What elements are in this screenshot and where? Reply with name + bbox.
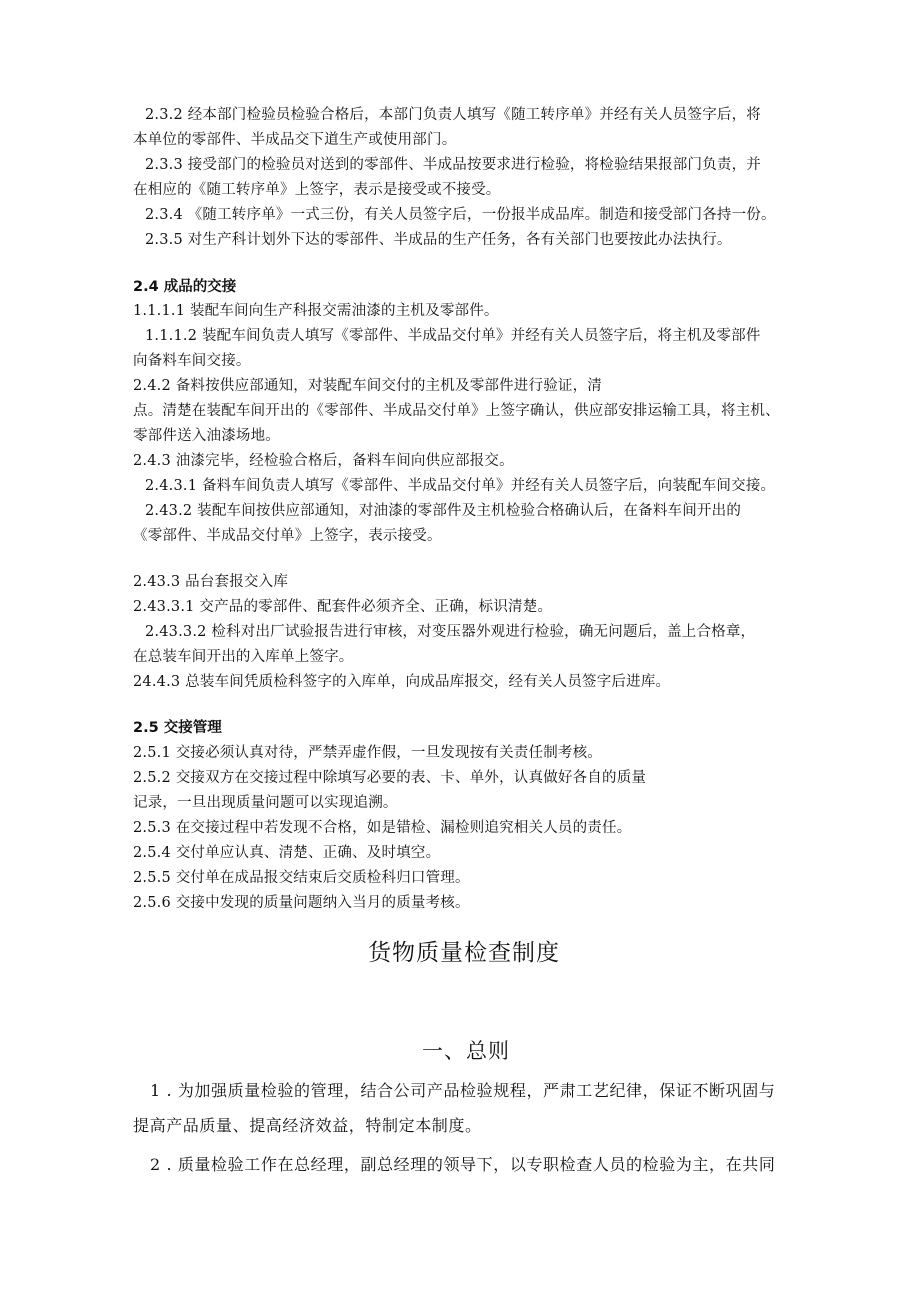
para-2-3-3-line2: 在相应的《随工转序单》上签字，表示是接受或不接受。 <box>133 182 501 198</box>
para-2-3-3-line1: 2.3.3 接受部门的检验员对送到的零部件、半成品按要求进行检验，将检验结果报部门负责，并 <box>145 157 761 173</box>
para-2-5-2-line2: 记录，一旦出现质量问题可以实现追溯。 <box>133 795 398 811</box>
para-2-4-2-line2: 点。清楚在装配车间开出的《零部件、半成品交付单》上签字确认，供应部安排运输工具，将主机、 <box>133 403 780 419</box>
article-1-line1: 1 . 为加强质量检验的管理，结合公司产品检验规程，严肃工艺纪律，保证不断巩固与 <box>150 1081 776 1100</box>
article-2-line1: 2 . 质量检验工作在总经理，副总经理的领导下，以专职检查人员的检验为主，在共同 <box>150 1155 776 1174</box>
para-2-3-2-line1: 2.3.2 经本部门检验员检验合格后，本部门负责人填写《随工转序单》并经有关人员签字后，将 <box>145 107 761 123</box>
chapter-heading: 一、总则 <box>422 1039 510 1063</box>
para-1-1-1-2-line1: 1.1.1.2 装配车间负责人填写《零部件、半成品交付单》并经有关人员签字后，将主机及零部件 <box>145 328 761 344</box>
para-2-4-3: 2.4.3 油漆完毕，经检验合格后，备料车间向供应部报交。 <box>133 453 514 469</box>
para-1-1-1-2-line2: 向备料车间交接。 <box>133 353 251 369</box>
para-2-4-2-line1: 2.4.2 备料按供应部通知，对装配车间交付的主机及零部件进行验证，清 <box>133 378 603 394</box>
para-24-4-3: 24.4.3 总装车间凭质检科签字的入库单，向成品库报交，经有关人员签字后进库。 <box>133 674 671 690</box>
para-2-43-3: 2.43.3 品台套报交入库 <box>133 574 289 590</box>
para-2-5-5: 2.5.5 交付单在成品报交结束后交质检科归口管理。 <box>133 870 470 886</box>
para-2-5-1: 2.5.1 交接必须认真对待，严禁弄虚作假，一旦发现按有关责任制考核。 <box>133 745 603 761</box>
para-2-5-6: 2.5.6 交接中发现的质量问题纳入当月的质量考核。 <box>133 895 470 911</box>
para-2-3-2-line2: 本单位的零部件、半成品交下道生产或使用部门。 <box>133 132 457 148</box>
para-2-3-4: 2.3.4 《随工转序单》一式三份，有关人员签字后，一份报半成品库。制造和接受部门各持一份。 <box>145 207 776 223</box>
para-1-1-1-1: 1.1.1.1 装配车间向生产科报交需油漆的主机及零部件。 <box>133 303 499 319</box>
para-2-5-2-line1: 2.5.2 交接双方在交接过程中除填写必要的表、卡、单外，认真做好各自的质量 <box>133 770 647 786</box>
para-2-5-3: 2.5.3 在交接过程中若发现不合格，如是错检、漏检则追究相关人员的责任。 <box>133 820 632 836</box>
para-2-43-3-2-line1: 2.43.3.2 检科对出厂试验报告进行审核，对变压器外观进行检验，确无问题后，盖上合格章， <box>145 624 756 640</box>
para-2-43-3-2-line2: 在总装车间开出的入库单上签字。 <box>133 649 354 665</box>
para-2-43-2-line1: 2.43.2 装配车间按供应部通知，对油漆的零部件及主机检验合格确认后，在备料车间开出的 <box>145 503 742 519</box>
section-2-5-heading: 2.5 交接管理 <box>133 720 222 736</box>
para-2-4-3-1: 2.4.3.1 备料车间负责人填写《零部件、半成品交付单》并经有关人员签字后，向装配车间交接。 <box>145 478 776 494</box>
para-2-4-2-line3: 零部件送入油漆场地。 <box>133 428 280 444</box>
para-2-5-4: 2.5.4 交付单应认真、清楚、正确、及时填空。 <box>133 845 441 861</box>
section-2-4-heading: 2.4 成品的交接 <box>133 279 237 295</box>
para-2-43-3-1: 2.43.3.1 交产品的零部件、配套件必须齐全、正确，标识清楚。 <box>133 599 553 615</box>
para-2-3-5: 2.3.5 对生产科计划外下达的零部件、半成品的生产任务，各有关部门也要按此办法执行。 <box>145 232 732 248</box>
document-title: 货物质量检查制度 <box>368 940 560 966</box>
article-1-line2: 提高产品质量、提高经济效益，特制定本制度。 <box>133 1116 482 1135</box>
para-2-43-2-line2: 《零部件、半成品交付单》上签字，表示接受。 <box>133 528 442 544</box>
